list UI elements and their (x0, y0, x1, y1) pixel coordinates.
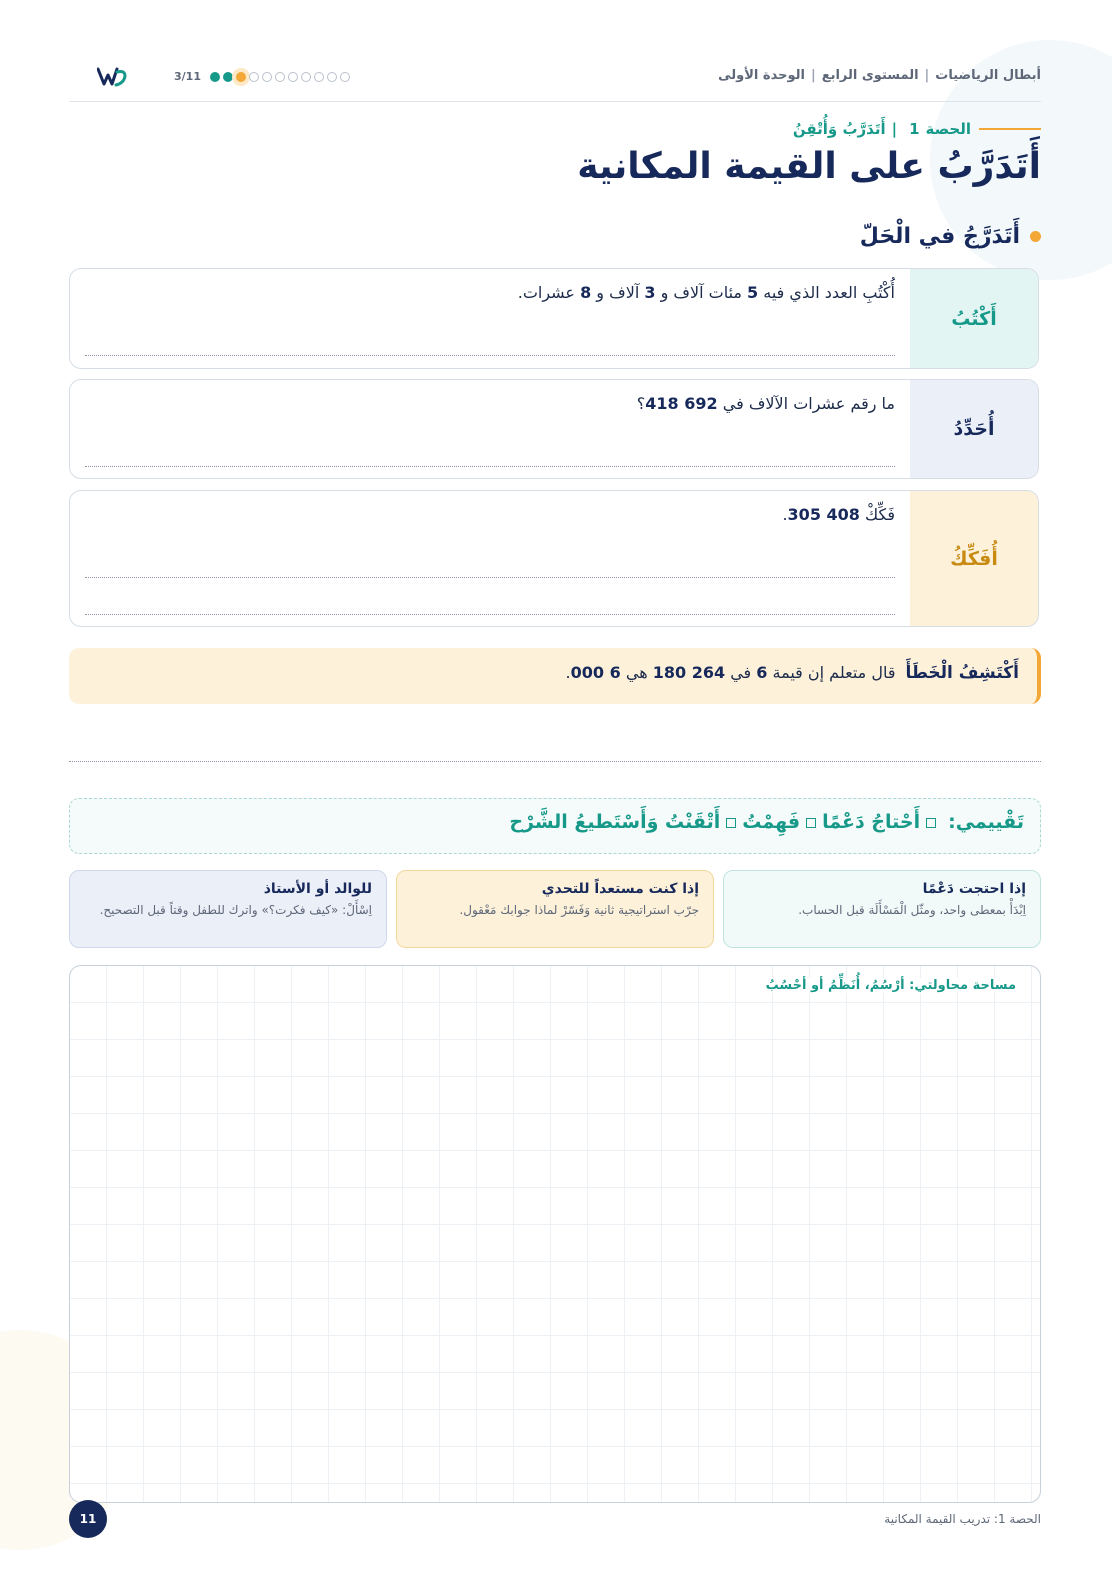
section-heading (860, 224, 1041, 249)
self-assessment-label: تَقْييمي: (948, 811, 1024, 833)
assessment-option-understood: فَهِمْتُ (742, 811, 801, 833)
self-assessment-text (509, 811, 1024, 833)
task-prompt-write: أُكْتُبِ العدد الذي فيه 5 مئات آلاف و 3 آلاف و 8 عشرات. (517, 283, 895, 302)
assessment-checkbox-need-support[interactable] (926, 818, 936, 828)
spot-error-box (69, 648, 1041, 704)
assessment-option-mastered: أَتْقَنْتُ وَأَسْتَطيعُ الشَّرْح (509, 811, 721, 833)
header-divider (69, 101, 1041, 102)
tip-parent-text: اِسْأَلْ: «كيف فكرت؟» واترك للطفل وقتاً قبل التصحيح. (99, 903, 372, 917)
lesson-number: 1 (909, 120, 920, 138)
progress-dot-8 (301, 72, 311, 82)
answer-line-decompose-2[interactable] (85, 614, 895, 615)
tip-challenge-text: جرّب استراتيجية ثانية وَفَسّرْ لماذا جوابك مَعْقول. (459, 903, 699, 917)
work-area-label: مساحة محاولتي: أرْسُمُ، أُنَظِّمُ أو أحْسُبُ (765, 978, 1016, 993)
breadcrumb-series: أبطال الرياضيات (935, 68, 1041, 83)
assessment-option-need-support: أَحْتاجُ دَعْمًا (822, 811, 921, 833)
progress-indicator (174, 70, 350, 83)
progress-dot-3 (236, 72, 246, 82)
lesson-accent-bar (979, 128, 1041, 130)
tip-parent (69, 870, 387, 948)
section-bullet (1030, 231, 1041, 242)
spot-error-label: أَكْتَشِفُ الْخَطَأَ (905, 663, 1019, 683)
lesson-subtitle: أَتَدَرَّبُ وَأُتْقِنُ (792, 120, 886, 138)
lesson-label: الحصة1|أَتَدَرَّبُ وَأُتْقِنُ (793, 120, 1041, 138)
self-assessment (69, 798, 1041, 854)
page-number-badge: 11 (69, 1500, 107, 1538)
spot-error-text: أَكْتَشِفُ الْخَطَأَقال متعلم إن قيمة 6 في 264 180 هي 6 000. (565, 663, 1019, 683)
task-prompt-decompose: فَكِّكْ 408 305. (782, 505, 895, 524)
progress-dot-5 (262, 72, 272, 82)
work-area-grid[interactable] (69, 965, 1041, 1503)
tip-challenge-title: إذا كنت مستعداً للتحدي (541, 881, 699, 897)
task-tag-find: أُحَدِّدُ (910, 380, 1038, 478)
breadcrumb-level: المستوى الرابع (821, 68, 919, 83)
answer-line-error[interactable] (69, 761, 1041, 762)
brand-logo-icon (97, 66, 127, 88)
answer-line-decompose-1[interactable] (85, 577, 895, 578)
progress-dot-2 (223, 72, 233, 82)
assessment-checkbox-mastered[interactable] (726, 818, 736, 828)
task-card-find (69, 379, 1039, 479)
progress-dot-10 (327, 72, 337, 82)
progress-dot-11 (340, 72, 350, 82)
task-prompt-find: ما رقم عشرات الآلاف في 692 418؟ (636, 394, 895, 413)
progress-dots (210, 72, 350, 82)
progress-count: 3/11 (174, 70, 201, 83)
task-card-write (69, 268, 1039, 369)
page-title: أَتَدَرَّبُ على القيمة المكانية (577, 146, 1041, 187)
tip-need-support-title: إذا احتجت دَعْمًا (922, 881, 1026, 897)
progress-dot-4 (249, 72, 259, 82)
progress-dot-7 (288, 72, 298, 82)
section-title: أَتَدَرَّجُ في الْحَلّ (859, 224, 1020, 249)
tip-parent-title: للوالد أو الأستاذ (263, 881, 372, 897)
assessment-checkbox-understood[interactable] (806, 818, 816, 828)
tip-need-support (723, 870, 1041, 948)
progress-dot-6 (275, 72, 285, 82)
breadcrumb-unit: الوحدة الأولى (718, 68, 805, 83)
footer-text: الحصة 1: تدريب القيمة المكانية (884, 1512, 1041, 1526)
breadcrumb: أبطال الرياضيات|المستوى الرابع|الوحدة الأولى (718, 68, 1041, 83)
task-tag-decompose: أُفَكِّكُ (910, 491, 1038, 626)
tip-challenge (396, 870, 714, 948)
task-tag-write: أَكْتُبُ (910, 269, 1038, 368)
lesson-word: الحصة (925, 120, 971, 138)
task-card-decompose (69, 490, 1039, 627)
tip-need-support-text: اِبْدَأْ بمعطى واحد، ومثّل الْمَسْأَلَة قبل الحساب. (798, 903, 1026, 917)
answer-line-write[interactable] (85, 355, 895, 356)
progress-dot-1 (210, 72, 220, 82)
page-header (69, 62, 1041, 94)
progress-dot-9 (314, 72, 324, 82)
answer-line-find[interactable] (85, 466, 895, 467)
